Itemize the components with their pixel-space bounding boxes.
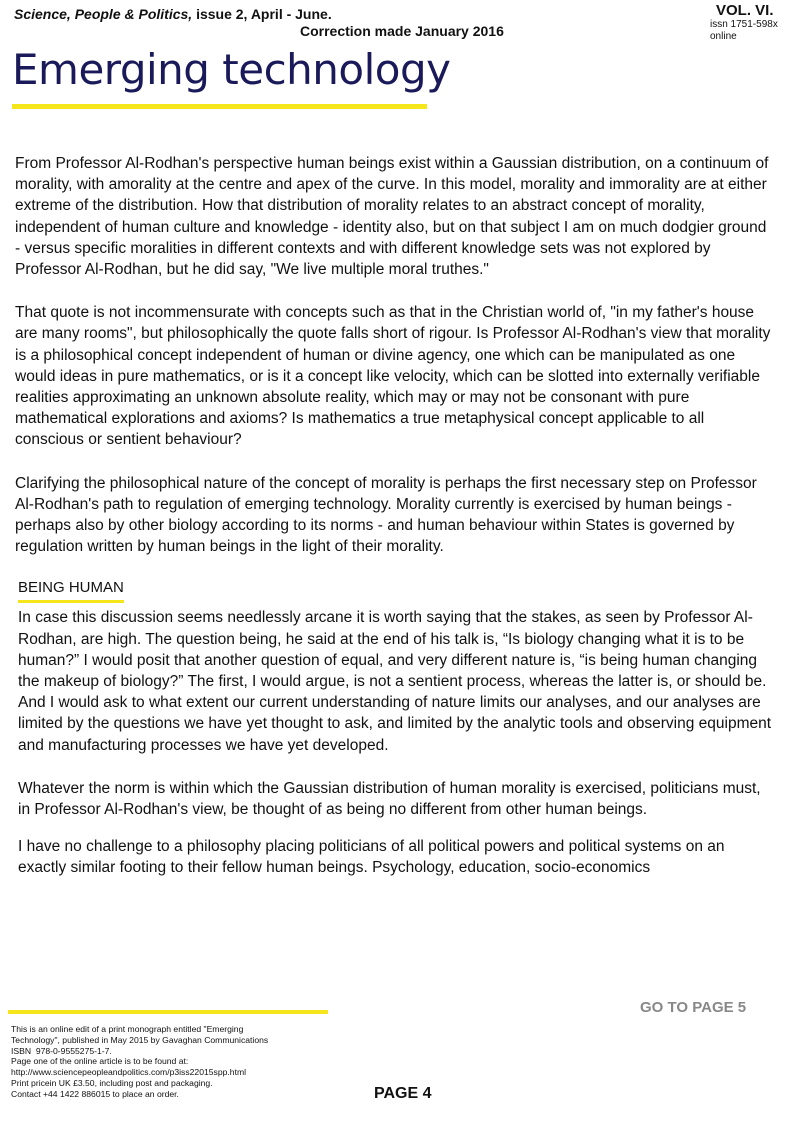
article-body (15, 153, 775, 901)
page-number: PAGE 4 (374, 1085, 432, 1102)
section-heading: BEING HUMAN (18, 579, 124, 603)
issue-date: issue 2, April - June. (192, 6, 332, 22)
section-paragraph-3: I have no challenge to a philosophy placing politicians of all political powers and political systems on an exactly similar footing to their fellow human beings. Psychology, education, socio-economics (18, 838, 725, 877)
go-to-page-link[interactable]: GO TO PAGE 5 (640, 999, 747, 1016)
page-title: Emerging technology (12, 45, 451, 94)
publication-note: This is an online edit of a print monograph entitled "Emerging Technology", published in May 2015 by Gavaghan Communications ISBN 978-0-9555275-1-7. Page one of the online article is to be found at: http://www.sciencepeopleandpolitics.com/p3iss22015spp.html Print pricein UK £3.50, including post and packaging. Contact +44 1422 886015 to place an order. (11, 1024, 269, 1099)
volume-label: VOL. VI. (716, 2, 774, 19)
article-paragraph-2: That quote is not incommensurate with concepts such as that in the Christian world of, "in my father's house are many rooms", but philosophically the quote falls short of rigour. Is Professor Al-Rodhan's view that morality is a philosophical concept independent of human or divine agency, one which can be manipulated as one would ideas in pure mathematics, or is it a concept like velocity, which can be slotted into externally verifiable realities approximating an unknown absolute reality, which may or may not be consonant with pure mathematical explorations and axioms? Is mathematics a true metaphysical concept applicable to all conscious or sentient behaviour? (15, 304, 771, 449)
footer-divider (8, 1010, 328, 1014)
article-paragraph-1: From Professor Al-Rodhan's perspective human beings exist within a Gaussian distribution, on a continuum of morality, with amorality at the centre and apex of the curve. In this model, morality and immorality are at either extreme of the distribution. How that distribution of morality relates to an abstract concept of morality, independent of human culture and knowledge - identity also, but on that subject I am on much dodgier ground - versus specific moralities in different contexts and with different knowledge sets was not explored by Professor Al-Rodhan, but he did say, "We live multiple moral truthes." (15, 155, 769, 279)
journal-masthead (14, 6, 332, 22)
section-paragraph-1: In case this discussion seems needlessly arcane it is worth saying that the stakes, as seen by Professor Al-Rodhan, are high. The question being, he said at the end of his talk is, “Is biology changing what it is to be human?” I would posit that another question of equal, and very different nature is, “is being human changing the makeup of biology?” The first, I would argue, is not a sentient process, whereas the latter is, or should be. And I would ask to what extent our current understanding of nature limits our analyses, and our analyses are limited by the questions we have yet thought to ask, and limited by the analytic tools and observing equipment and manufacturing processes we have yet developed. (18, 609, 772, 754)
section-heading-wrap (15, 577, 775, 603)
section-paragraph-2: Whatever the norm is within which the Gaussian distribution of human morality is exercised, politicians must, in Professor Al-Rodhan's view, be thought of as being no different from other human beings. (18, 779, 761, 819)
article-paragraph-3: Clarifying the philosophical nature of the concept of morality is perhaps the first necessary step on Professor Al-Rodhan's path to regulation of emerging technology. Morality currently is exercised by human beings - perhaps also by other biology according to its norms - and human behaviour within States is governed by regulation written by human beings in the light of their morality. (15, 474, 757, 556)
correction-note: Correction made January 2016 (300, 23, 504, 39)
journal-name: Science, People & Politics, (14, 6, 193, 22)
title-underline (12, 104, 427, 109)
issn-label: issn 1751-598x online (710, 19, 778, 42)
